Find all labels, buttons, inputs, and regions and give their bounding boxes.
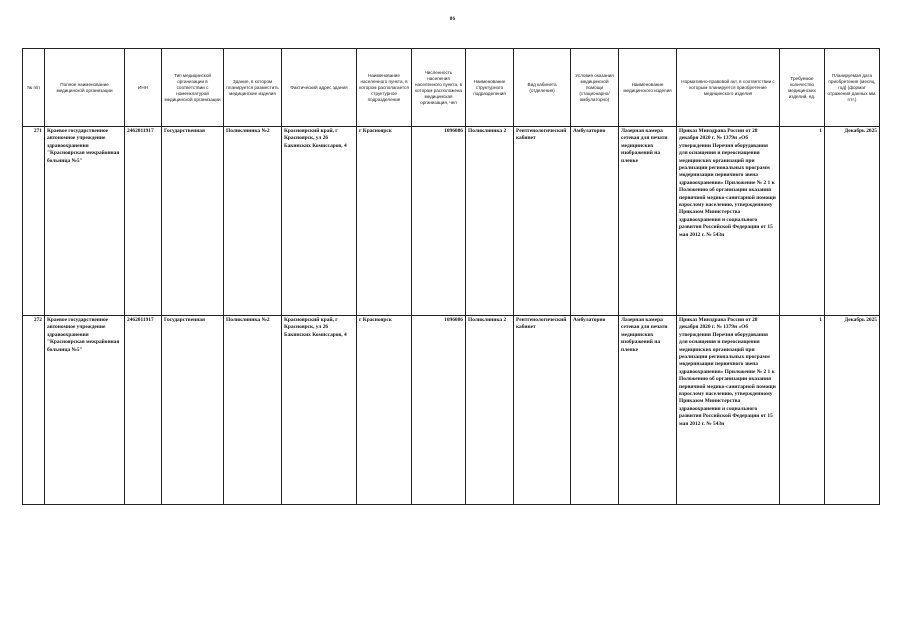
- cell-address: Красноярский край, г Красноярск, ул 26 Бакинских Комиссаров, 4: [282, 127, 357, 316]
- cell-org-name: Краевое государственное автономное учреждение здравоохранения "Красноярская межрайонная больница №5": [45, 316, 125, 505]
- cell-act: Приказ Минздрава России от 28 декабря 2020 г. № 1379н «Об утверждении Перечня оборудования для оснащения и переоснащения медицинских организаций при реализации региональных программ модернизации первичного звена здравоохранения» Приложение № 2 1 к Положению об организации оказания первичной медико-санитарной помощи взрослому населению, утвержденному Приказом Министерства здравоохранения и социального развития Российской Федерации от 15 мая 2012 г. № 543н: [677, 127, 780, 316]
- header-cell-population: Численность населения населенного пункта, в котором расположена медицинская организация, чел: [412, 49, 466, 127]
- cell-date: Декабрь 2025: [825, 127, 880, 316]
- cell-population: 1096086: [412, 127, 466, 316]
- cell-address: Красноярский край, г Красноярск, ул 26 Бакинских Комиссаров, 4: [282, 316, 357, 505]
- cell-locality: г Красноярск: [357, 316, 412, 505]
- page-number: 86: [449, 17, 456, 22]
- cell-building: Поликлиника №2: [224, 127, 282, 316]
- header-cell-act: Нормативно-правовой акт, в соответствии с которым планируется приобретение медицинского изделия: [677, 49, 780, 127]
- header-cell-conditions: Условия оказания медицинской помощи (стационарно/ амбулаторно): [571, 49, 619, 127]
- cell-locality: г Красноярск: [357, 127, 412, 316]
- header-row: [23, 49, 880, 127]
- cell-org-type: Государственная: [162, 316, 224, 505]
- equipment-table: [22, 48, 880, 505]
- cell-cabinet: Рентгенологический кабинет: [514, 127, 571, 316]
- header-cell-num: № п/п: [23, 49, 45, 127]
- header-cell-device: Наименование медицинского изделия: [619, 49, 677, 127]
- cell-num: 272: [23, 316, 45, 505]
- table-row: [23, 127, 880, 316]
- header-cell-address: Фактический адрес здания: [282, 49, 357, 127]
- cell-cabinet: Рентгенологический кабинет: [514, 316, 571, 505]
- cell-org-name: Краевое государственное автономное учреждение здравоохранения "Красноярская межрайонная больница №5": [45, 127, 125, 316]
- header-cell-inn: ИНН: [125, 49, 162, 127]
- cell-date: Декабрь 2025: [825, 316, 880, 505]
- cell-inn: 2462011917: [125, 316, 162, 505]
- header-cell-subdivision: Наименование структурного подразделения: [466, 49, 514, 127]
- header-cell-building: Здание, в котором планируется разместить медицинские изделия: [224, 49, 282, 127]
- cell-subdivision: Поликлиника 2: [466, 316, 514, 505]
- header-cell-locality: Наименование населенного пункта, в котором располагается структурное подразделение: [357, 49, 412, 127]
- cell-subdivision: Поликлиника 2: [466, 127, 514, 316]
- header-cell-date: Планируемая дата приобретения (месяц, год) (формат отражения данных мм. гггг.): [825, 49, 880, 127]
- cell-num: 271: [23, 127, 45, 316]
- cell-population: 1096086: [412, 316, 466, 505]
- table-row: [23, 316, 880, 505]
- header-cell-org-type: Тип медицинской организации в соответствии с номенклатурой медицинской организации: [162, 49, 224, 127]
- cell-quantity: 1: [780, 127, 825, 316]
- cell-device: Лазерная камера сетевая для печати медицинских изображений на пленке: [619, 127, 677, 316]
- cell-quantity: 1: [780, 316, 825, 505]
- cell-building: Поликлиника №2: [224, 316, 282, 505]
- cell-conditions: Амбулаторно: [571, 316, 619, 505]
- cell-org-type: Государственная: [162, 127, 224, 316]
- header-cell-org-name: Полное наименование медицинской организации: [45, 49, 125, 127]
- cell-conditions: Амбулаторно: [571, 127, 619, 316]
- cell-act: Приказ Минздрава России от 28 декабря 2020 г. № 1379н «Об утверждении Перечня оборудования для оснащения и переоснащения медицинских организаций при реализации региональных программ модернизации первичного звена здравоохранения» Приложение № 2 1 к Положению об организации оказания первичной медико-санитарной помощи взрослому населению, утвержденному Приказом Министерства здравоохранения и социального развития Российской Федерации от 15 мая 2012 г. № 543н: [677, 316, 780, 505]
- cell-inn: 2462011917: [125, 127, 162, 316]
- header-cell-quantity: Требуемое количество медицинских изделий, ед.: [780, 49, 825, 127]
- cell-device: Лазерная камера сетевая для печати медицинских изображений на пленке: [619, 316, 677, 505]
- header-cell-cabinet: Вид кабинета (отделения): [514, 49, 571, 127]
